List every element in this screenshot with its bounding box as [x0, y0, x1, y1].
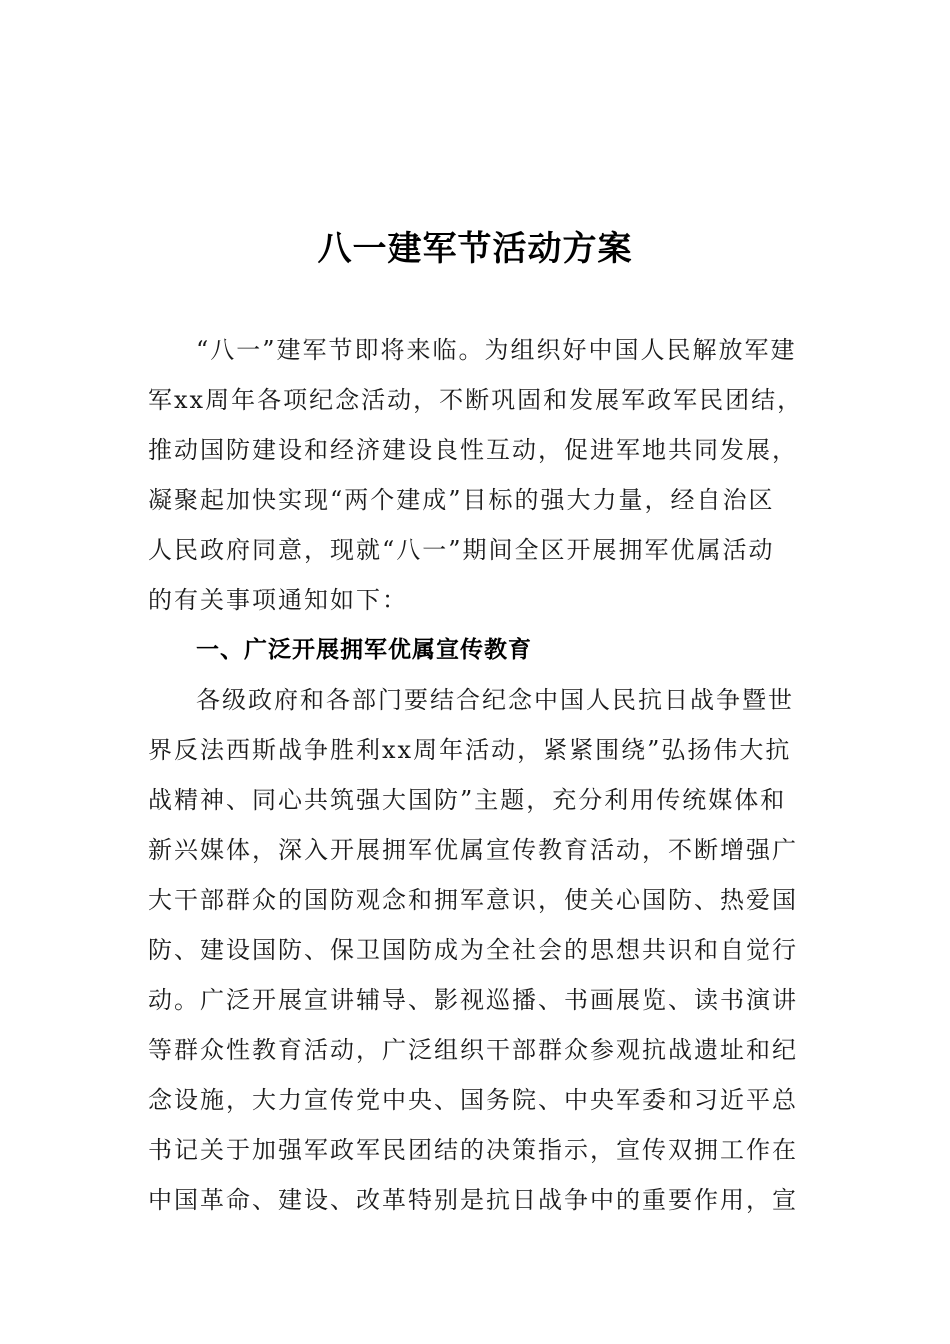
paragraph-line: 防、建设国防、保卫国防成为全社会的思想共识和自觉行 [148, 936, 798, 964]
paragraph-line: 凝聚起加快实现“两个建成”目标的强大力量，经自治区 [148, 486, 775, 514]
paragraph-line: 界反法西斯战争胜利xx周年活动，紧紧围绕”弘扬伟大抗 [148, 736, 792, 764]
paragraph-line: 书记关于加强军政军民团结的决策指示，宣传双拥工作在 [148, 1136, 798, 1164]
paragraph-line: 动。广泛开展宣讲辅导、影视巡播、书画展览、读书演讲 [148, 986, 798, 1014]
paragraph-line: 人民政府同意，现就“八一”期间全区开展拥军优属活动 [148, 536, 775, 564]
paragraph-line: 各级政府和各部门要结合纪念中国人民抗日战争暨世 [196, 686, 794, 714]
paragraph-line: 战精神、同心共筑强大国防”主题，充分利用传统媒体和 [148, 786, 787, 814]
paragraph-line: 中国革命、建设、改革特别是抗日战争中的重要作用，宣 [148, 1186, 798, 1214]
paragraph-line: 等群众性教育活动，广泛组织干部群众参观抗战遗址和纪 [148, 1036, 798, 1064]
paragraph-line: 新兴媒体，深入开展拥军优属宣传教育活动，不断增强广 [148, 836, 798, 864]
paragraph-line: 军xx周年各项纪念活动，不断巩固和发展军政军民团结， [148, 386, 804, 414]
section-heading: 一、广泛开展拥军优属宣传教育 [196, 637, 532, 663]
paragraph-line: 推动国防建设和经济建设良性互动，促进军地共同发展， [148, 436, 798, 464]
paragraph-line: 念设施，大力宣传党中央、国务院、中央军委和习近平总 [148, 1086, 798, 1114]
document-title: 八一建军节活动方案 [317, 229, 633, 269]
paragraph-line: “八一”建军节即将来临。为组织好中国人民解放军建 [196, 336, 797, 364]
paragraph-line: 大干部群众的国防观念和拥军意识，使关心国防、热爱国 [148, 886, 798, 914]
paragraph-line: 的有关事项通知如下： [148, 586, 408, 614]
